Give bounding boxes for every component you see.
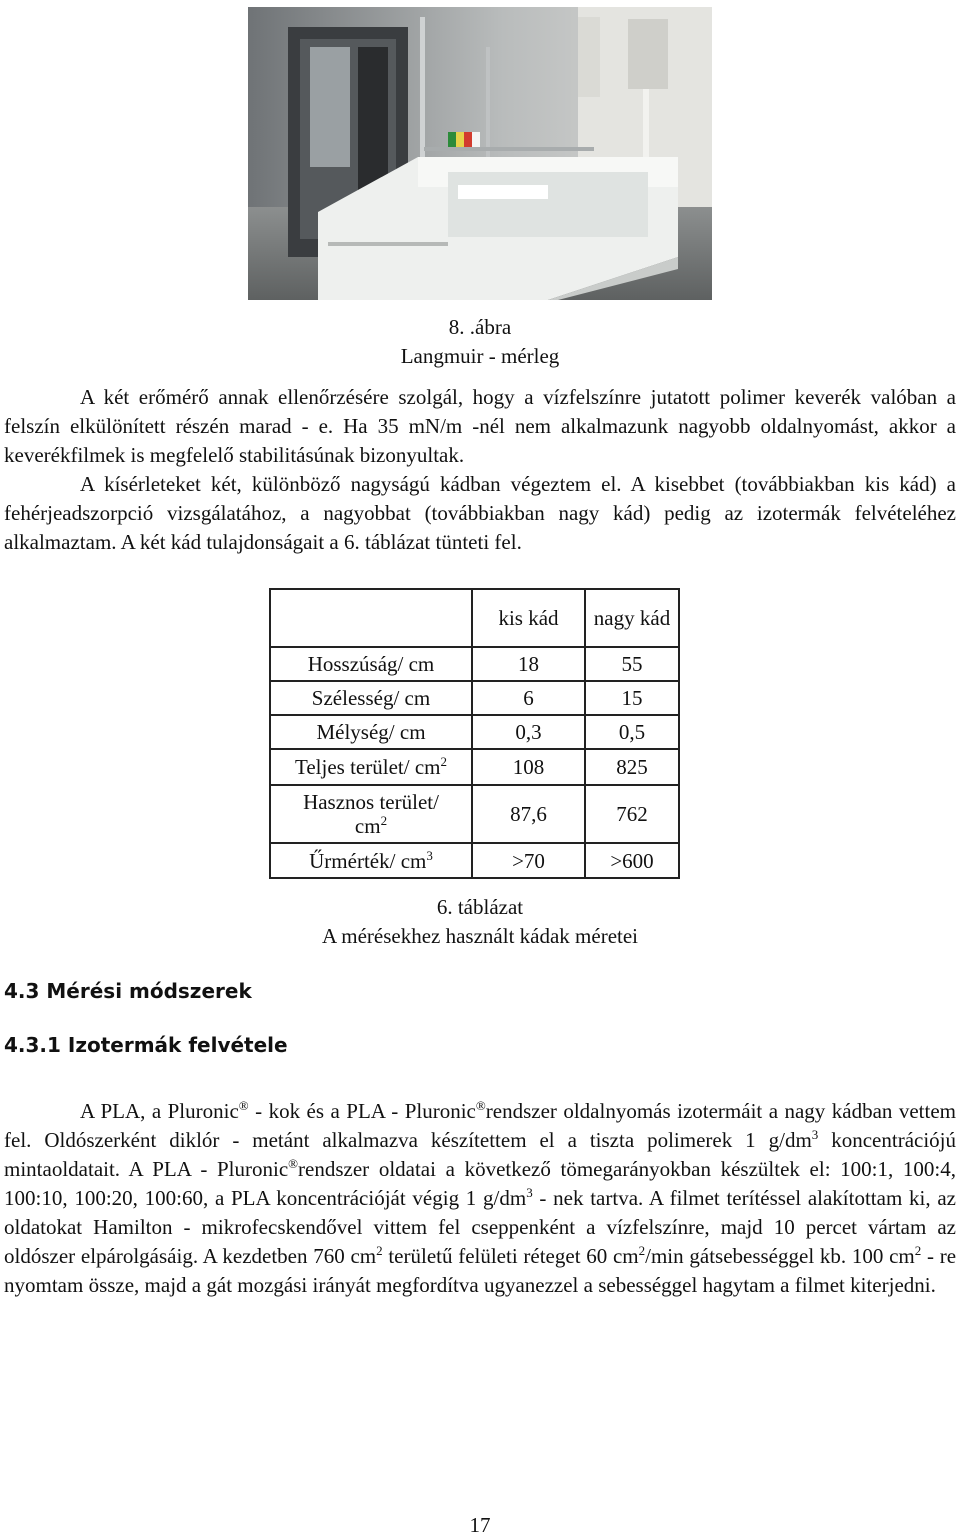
row-label xyxy=(270,785,472,843)
section-heading: 4.3 Mérési módszerek xyxy=(4,979,252,1003)
table-caption-number xyxy=(0,895,960,920)
table-header-small: kis kád xyxy=(472,589,585,647)
figure-title: Langmuir - mérleg xyxy=(400,344,560,368)
superscript: 2 xyxy=(638,1243,646,1258)
row-label: Hosszúság/ cm xyxy=(270,647,472,681)
text-run: - nek tartva. A filmet terítéssel alakítottam ki, az oldatokat Hamilton - mikrofecskendővel vittem fel cseppenként a vízfelszínre, majd 10 percet vártam az oldószer elpárolgásáig. A kezdetben 760 cm xyxy=(4,1186,956,1268)
table-row xyxy=(270,785,679,843)
cell-small: 87,6 xyxy=(472,785,585,843)
row-label-text: cm xyxy=(354,814,381,838)
superscript: 2 xyxy=(914,1243,922,1258)
text-run: - kok és a PLA - Pluronic xyxy=(248,1099,476,1123)
page-number: 17 xyxy=(469,1513,491,1537)
cell-large: 825 xyxy=(585,749,679,785)
row-label xyxy=(270,843,472,878)
intro-paragraph-1: A két erőmérő annak ellenőrzésére szolgál, hogy a vízfelszínre jutatott polimer keverék valóban a felszín elkülönített részén marad - e. Ha 35 mN/m -nél nem alkalmazunk nagyobb oldalnyomást, akkor a keverékfilmek is megfelelő stabilitásúnak bizonyultak. xyxy=(4,385,956,467)
cell-large: 0,5 xyxy=(585,715,679,749)
row-label-sup: 3 xyxy=(426,847,433,863)
table-corner-cell xyxy=(270,589,472,647)
cell-small: >70 xyxy=(472,843,585,878)
text-run: - re nyomtam össze, majd a gát mozgási irányát megfordítva ugyanezzel a sebességgel hagytam a filmet kiterjedni. xyxy=(4,1244,957,1297)
cell-large: 15 xyxy=(585,681,679,715)
table-caption-number-text: 6. táblázat xyxy=(436,895,524,919)
text-run: területű felületi réteget 60 cm xyxy=(382,1244,639,1268)
text-run: A PLA, a Pluronic xyxy=(80,1099,239,1123)
langmuir-balance-photo xyxy=(248,7,712,300)
cell-small: 6 xyxy=(472,681,585,715)
table-header-row xyxy=(270,589,679,647)
tub-dimensions-table xyxy=(269,588,680,879)
row-label-text: Űrmérték/ cm xyxy=(309,848,427,873)
row-label xyxy=(270,749,472,785)
row-label: Mélység/ cm xyxy=(270,715,472,749)
figure-number: 8. .ábra xyxy=(448,315,512,339)
subsection-heading: 4.3.1 Izotermák felvétele xyxy=(4,1033,288,1057)
registered-mark: ® xyxy=(288,1156,299,1171)
superscript: 2 xyxy=(376,1243,383,1258)
intro-paragraph-2: A kísérleteket két, különböző nagyságú kádban végeztem el. A kisebbet (továbbiakban kis kád) a fehérjeadszorpció vizsgálatához, a nagyobbat (továbbiakban nagy kád) pedig az izotermák felvételéhez alkalmaztam. A két kád tulajdonságait a 6. táblázat tünteti fel. xyxy=(4,472,956,554)
cell-small: 0,3 xyxy=(472,715,585,749)
langmuir-balance-illustration xyxy=(248,7,712,300)
cell-large: 55 xyxy=(585,647,679,681)
method-paragraph xyxy=(4,1097,956,1300)
text-run: rendszer oldalnyomás izotermáit a nagy kádban vettem fel. Oldószerként diklór - metánt alkalmazva készítettem el a tiszta polimerek 1 g/dm xyxy=(4,1099,957,1152)
row-label-text: Teljes terület/ cm xyxy=(295,755,441,779)
superscript: 3 xyxy=(526,1185,533,1200)
row-label-sup: 2 xyxy=(380,813,388,828)
table-row xyxy=(270,715,679,749)
registered-mark: ® xyxy=(475,1098,486,1113)
table-row xyxy=(270,749,679,785)
row-label-text: Hasznos terület/ xyxy=(303,790,439,814)
table-caption-title: A mérésekhez használt kádak méretei xyxy=(321,924,638,948)
cell-large: 762 xyxy=(585,785,679,843)
registered-mark: ® xyxy=(238,1098,249,1113)
row-label-sup: 2 xyxy=(440,754,447,769)
text-run: koncentrációjú mintaoldatait. A PLA - Pluronic xyxy=(4,1128,957,1181)
row-label: Szélesség/ cm xyxy=(270,681,472,715)
table-row xyxy=(270,647,679,681)
table-row xyxy=(270,681,679,715)
cell-small: 18 xyxy=(472,647,585,681)
cell-small: 108 xyxy=(472,749,585,785)
superscript: 3 xyxy=(811,1127,819,1142)
table-header-large: nagy kád xyxy=(585,589,679,647)
table-row xyxy=(270,843,679,878)
cell-large: >600 xyxy=(585,843,679,878)
text-run: rendszer oldatai a következő tömegarányokban készültek el: 100:1, 100:4, 100:10, 100:20, 100:60, a PLA koncentrációját végig 1 g/dm xyxy=(4,1157,956,1210)
text-run: /min gátsebességgel kb. 100 cm xyxy=(645,1244,915,1268)
